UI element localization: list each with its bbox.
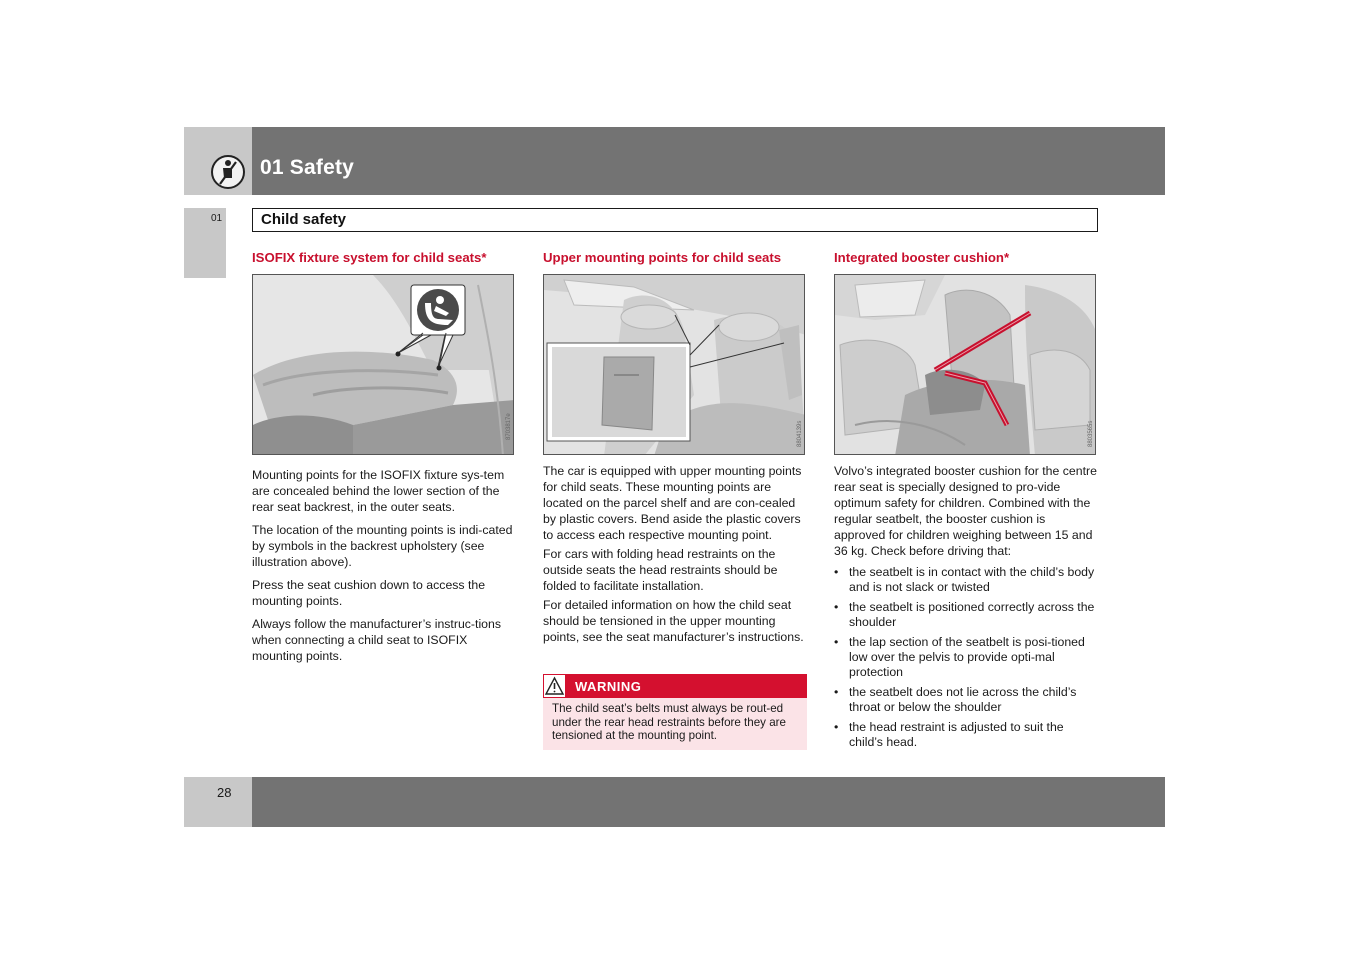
page-number: 28 xyxy=(217,785,232,800)
list-item xyxy=(834,565,1098,595)
chapter-title: 01 Safety xyxy=(260,156,355,179)
list-item-text: the seatbelt is positioned correctly across the shoulder xyxy=(849,600,1095,629)
paragraph: Mounting points for the ISOFIX fixture sys-tem are concealed behind the lower section of the rear seat backrest, in the outer seats. xyxy=(252,468,505,514)
column-heading-isofix: ISOFIX fixture system for child seats* xyxy=(252,250,487,265)
list-item xyxy=(834,635,1098,680)
list-item-text: the lap section of the seatbelt is posi-tioned low over the pelvis to provide opti-mal protection xyxy=(849,635,1085,679)
list-item-text: the seatbelt does not lie across the child’s throat or below the shoulder xyxy=(849,685,1077,714)
bullet-icon: • xyxy=(834,600,839,614)
bullet-icon: • xyxy=(834,685,839,699)
paragraph: The location of the mounting points is indi-cated by symbols in the backrest upholstery (see illustration above). xyxy=(252,523,513,569)
footer-bar xyxy=(252,777,1165,827)
illustration-code: 8804139s xyxy=(797,420,803,447)
column-heading-booster-cushion: Integrated booster cushion* xyxy=(834,250,1010,265)
section-title: Child safety xyxy=(261,211,347,228)
list-item-text: the head restraint is adjusted to suit the child’s head. xyxy=(849,720,1064,749)
side-tab-label: 01 xyxy=(211,213,223,224)
bullet-icon: • xyxy=(834,720,839,734)
illustration-code: 8703817e xyxy=(506,413,512,440)
paragraph: For detailed information on how the child seat should be tensioned in the upper mounting points, see the seat manufacturer’s instructions. xyxy=(543,598,804,644)
booster-cushion-illustration xyxy=(834,274,1096,455)
column-heading-upper-mounting: Upper mounting points for child seats xyxy=(543,250,782,265)
header-bar xyxy=(252,127,1165,195)
bullet-icon: • xyxy=(834,565,839,579)
paragraph: The car is equipped with upper mounting points for child seats. These mounting points are located on the parcel shelf and are con-cealed by plastic covers. Bend aside the plastic covers to access each respective mounting point. xyxy=(543,464,802,542)
paragraph: Always follow the manufacturer’s instruc-tions when connecting a child seat to ISOFIX mounting points. xyxy=(252,617,502,663)
checklist xyxy=(834,565,1098,750)
upper-mounting-illustration xyxy=(543,274,805,455)
warning-triangle-icon xyxy=(543,674,566,698)
booster-cushion-text xyxy=(834,463,1098,755)
warning-title: WARNING xyxy=(575,679,642,694)
isofix-seat-illustration xyxy=(252,274,514,455)
list-item xyxy=(834,600,1098,630)
list-item xyxy=(834,685,1098,715)
paragraph: For cars with folding head restraints on the outside seats the head restraints should be folded to facilitate installation. xyxy=(543,547,778,593)
illustration-code: 8803565s xyxy=(1088,420,1094,447)
list-item xyxy=(834,720,1098,750)
upper-mounting-text xyxy=(543,463,807,648)
list-item-text: the seatbelt is in contact with the child’s body and is not slack or twisted xyxy=(849,565,1095,594)
paragraph: Press the seat cushion down to access the mounting points. xyxy=(252,578,486,608)
paragraph: Volvo’s integrated booster cushion for the centre rear seat is specially designed to pro-vide optimum safety for children. Combined with the regular seatbelt, the booster cushion is approved for children weighing between 15 and 36 kg. Check before driving that: xyxy=(834,464,1097,558)
isofix-text xyxy=(252,467,516,671)
isofix-child-seat-icon xyxy=(417,289,459,331)
section-header-box xyxy=(252,208,1098,232)
bullet-icon: • xyxy=(834,635,839,649)
warning-text: The child seat’s belts must always be rout-ed under the rear head restraints before they are tensioned at the mounting point. xyxy=(552,702,786,742)
seatbelt-warning-icon xyxy=(210,154,246,190)
